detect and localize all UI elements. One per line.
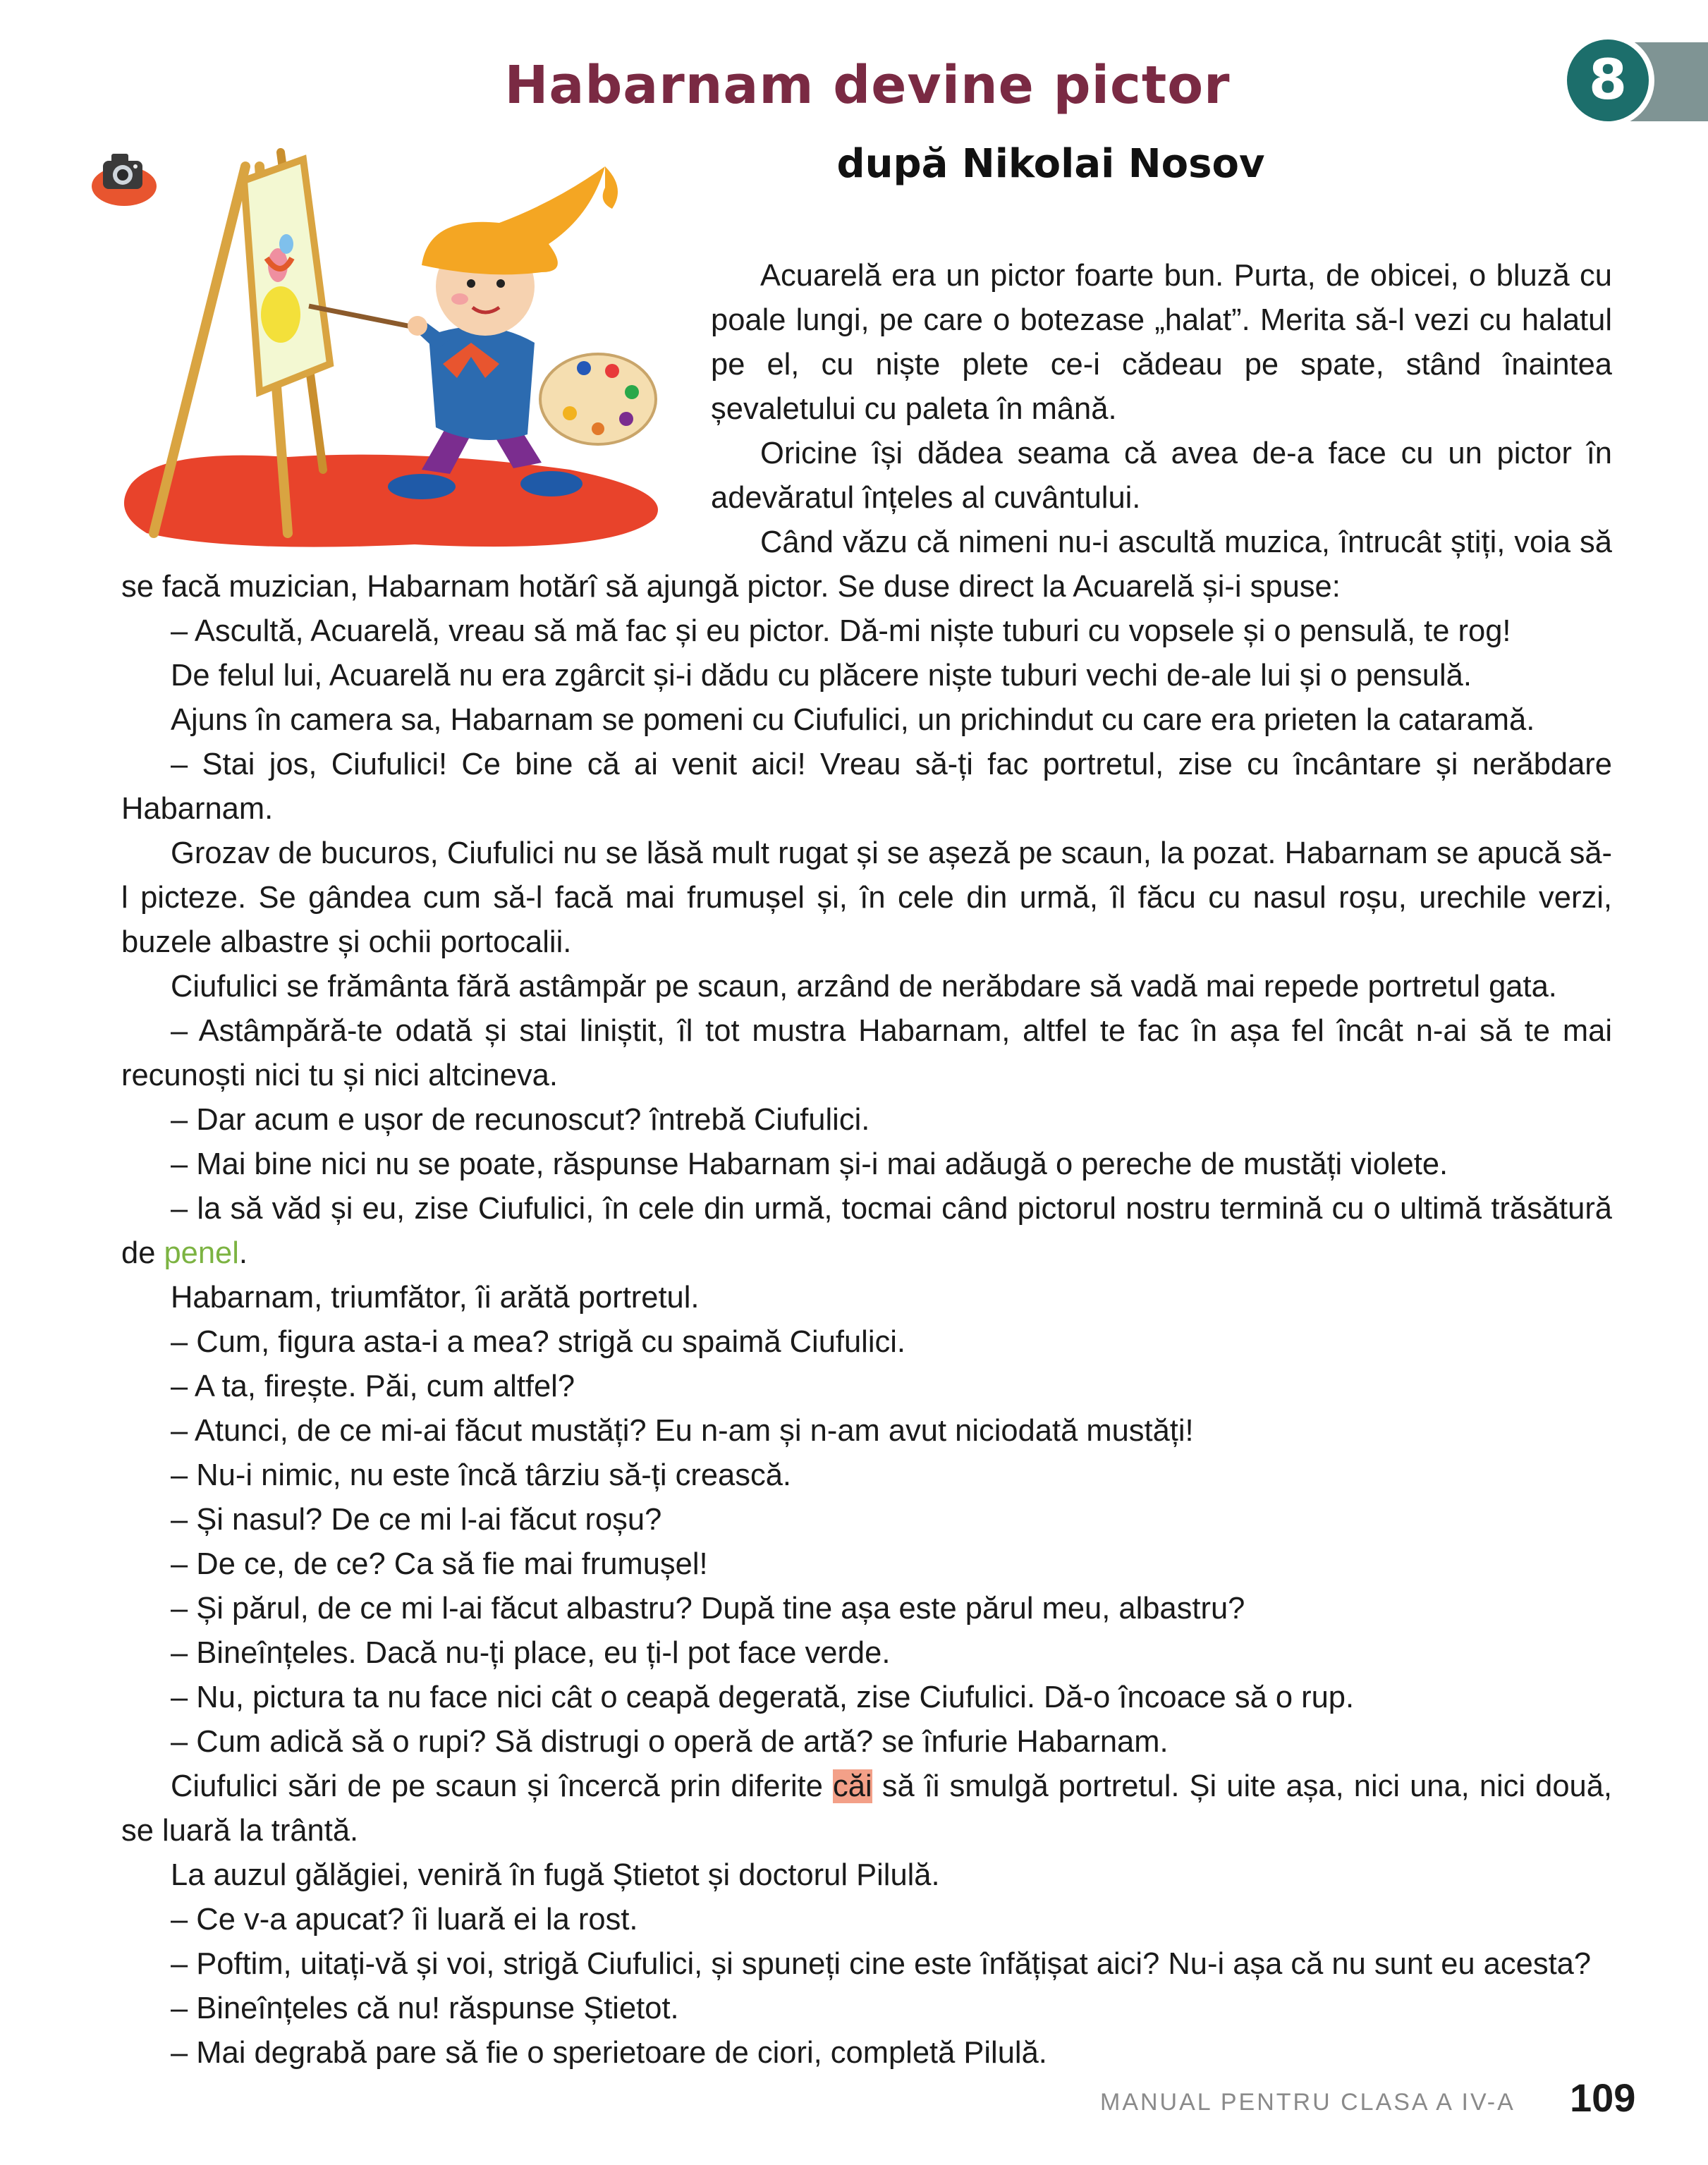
- glossary-word-cai[interactable]: căi: [833, 1769, 872, 1803]
- paragraph: Când văzu că nimeni nu-i ascultă muzica, întrucât știți, voia să se facă muzician, Habarnam hotărî să ajungă pictor. Se duse direct la Acuarelă și-i spuse:: [121, 525, 1612, 604]
- paragraph: Ciufulici se frământa fără astâmpăr pe scaun, arzând de nerăbdare să vadă mai repede portretul gata.: [171, 970, 1557, 1004]
- dialogue-line: – De ce, de ce? Ca să fie mai frumușel!: [171, 1547, 708, 1581]
- dialogue-line: – Și nasul? De ce mi l-ai făcut roșu?: [171, 1503, 662, 1537]
- dialogue-line: [121, 1187, 1612, 1276]
- dialogue-text: – la să văd și eu, zise Ciufulici, în cele din urmă, tocmai când pictorul nostru termină cu o ultimă trăsătură de: [121, 1192, 1612, 1270]
- dialogue-line: – Bineînțeles. Dacă nu-ți place, eu ți-l pot face verde.: [171, 1636, 891, 1670]
- chapter-number-badge: 8: [1567, 39, 1649, 121]
- dialogue-line: – Ce v-a apucat? îi luară ei la rost.: [171, 1903, 638, 1937]
- book-label: MANUAL PENTRU CLASA A IV-A: [1100, 2089, 1515, 2116]
- dialogue-line: – Mai bine nici nu se poate, răspunse Habarnam și-i mai adăugă o pereche de mustăți violete.: [171, 1147, 1448, 1181]
- dialogue-line: – Bineînțeles că nu! răspunse Știetot.: [171, 1992, 679, 2025]
- dialogue-line: – Cum adică să o rupi? Să distrugi o operă de artă? se înfurie Habarnam.: [171, 1725, 1169, 1759]
- dialogue-line: – Stai jos, Ciufulici! Ce bine că ai venit aici! Vreau să-ți fac portretul, zise cu încântare și nerăbdare Habarnam.: [121, 748, 1612, 826]
- page-title: Habarnam devine pictor: [504, 55, 1231, 116]
- paragraph: Habarnam, triumfător, îi arătă portretul.: [171, 1281, 700, 1315]
- dialogue-line: – Nu-i nimic, nu este încă târziu să-ți crească.: [171, 1458, 792, 1492]
- paragraph: [121, 1764, 1612, 1853]
- illustration-space: [121, 254, 711, 563]
- dialogue-line: – Și părul, de ce mi l-ai făcut albastru? După tine așa este părul meu, albastru?: [171, 1592, 1245, 1626]
- dialogue-line: – A ta, firește. Păi, cum altfel?: [171, 1370, 575, 1403]
- paragraph: Acuarelă era un pictor foarte bun. Purta, de obicei, o bluză cu poale lungi, pe care o botezase „halat”. Merita să-l vezi cu halatul pe el, cu niște plete ce-i cădeau pe spate, stând înaintea șevaletului cu paleta în mână.: [711, 259, 1612, 426]
- paragraph: La auzul gălăgiei, veniră în fugă Știetot și doctorul Pilulă.: [171, 1858, 940, 1892]
- paragraph-text: Ciufulici sări de pe scaun și încercă prin diferite: [171, 1769, 823, 1803]
- paragraph: Oricine își dădea seama că avea de-a face cu un pictor în adevăratul înțeles al cuvântului.: [711, 437, 1612, 515]
- paragraph-text: să îi smulgă portretul. Și uite așa, nici una, nici două, se luară la trântă.: [121, 1769, 1613, 1848]
- paragraph: De felul lui, Acuarelă nu era zgârcit și-i dădu cu plăcere niște tuburi vechi de-ale lui și o pensulă.: [171, 659, 1472, 693]
- story-text: [121, 254, 1612, 2075]
- author-line: după Nikolai Nosov: [836, 141, 1265, 187]
- dialogue-line: – Astâmpără-te odată și stai liniștit, îl tot mustra Habarnam, altfel te fac în așa fel încât n-ai să te mai recunoști nici tu și nici altcineva.: [121, 1014, 1612, 1092]
- sentence-period: .: [238, 1236, 248, 1270]
- paragraph: Grozav de bucuros, Ciufulici nu se lăsă mult rugat și se așeză pe scaun, la pozat. Habarnam se apucă să-l picteze. Se gândea cum să-l facă mai frumușel și, în cele din urmă, îl făcu cu nasul roșu, urechile verzi, buzele albastre și ochii portocalii.: [121, 836, 1612, 959]
- dialogue-line: – Poftim, uitați-vă și voi, strigă Ciufulici, și spuneți cine este înfățișat aici? Nu-i așa că nu sunt eu acesta?: [171, 1947, 1592, 1981]
- paragraph: Ajuns în camera sa, Habarnam se pomeni cu Ciufulici, un prichindut cu care era prieten la cataramă.: [171, 703, 1535, 737]
- dialogue-line: – Nu, pictura ta nu face nici cât o ceapă degerată, zise Ciufulici. Dă-o încoace să o rup.: [171, 1681, 1355, 1714]
- page-number: 109: [1570, 2075, 1636, 2120]
- dialogue-line: – Atunci, de ce mi-ai făcut mustăți? Eu n-am și n-am avut niciodată mustăți!: [171, 1414, 1194, 1448]
- dialogue-line: – Ascultă, Acuarelă, vreau să mă fac și eu pictor. Dă-mi niște tuburi cu vopsele și o pensulă, te rog!: [171, 614, 1511, 648]
- dialogue-line: – Mai degrabă pare să fie o sperietoare de ciori, completă Pilulă.: [171, 2036, 1047, 2070]
- dialogue-line: – Dar acum e ușor de recunoscut? întrebă Ciufulici.: [171, 1103, 870, 1137]
- glossary-word-penel[interactable]: penel: [164, 1236, 239, 1270]
- dialogue-line: – Cum, figura asta-i a mea? strigă cu spaimă Ciufulici.: [171, 1325, 906, 1359]
